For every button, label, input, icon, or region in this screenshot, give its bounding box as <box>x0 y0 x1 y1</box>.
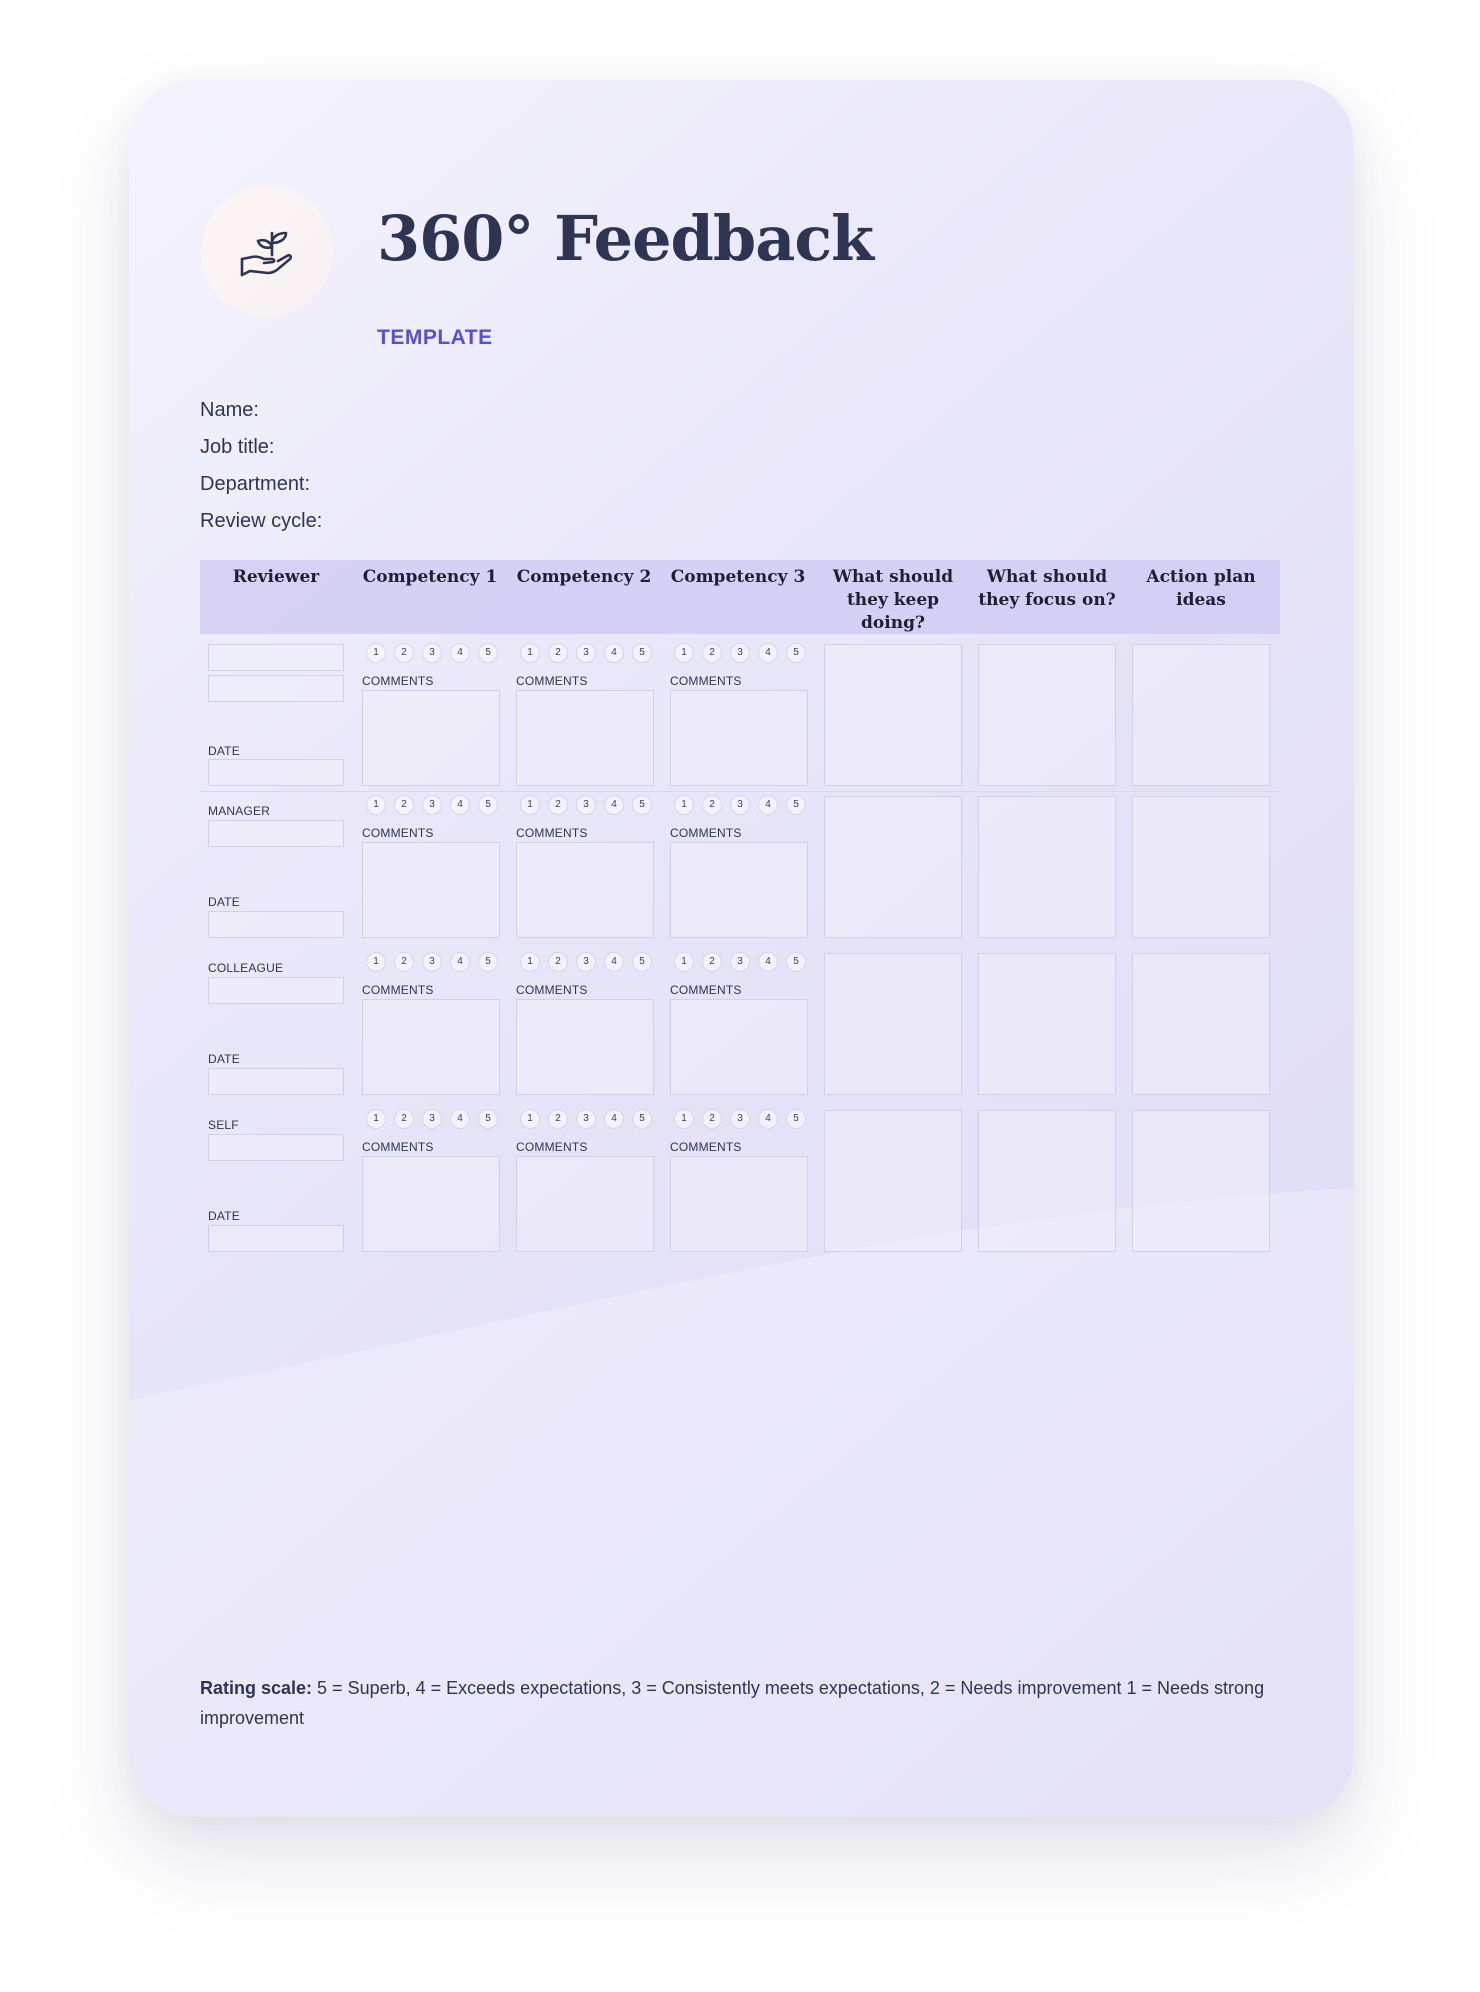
reviewer-name-input[interactable] <box>208 820 344 847</box>
table-body <box>200 634 1280 1263</box>
rating-option[interactable]: 3 <box>422 643 442 663</box>
comments-label: COMMENTS <box>670 983 742 997</box>
feedback-table <box>200 560 1280 1263</box>
rating-option[interactable]: 4 <box>758 952 778 972</box>
comments-input[interactable] <box>670 842 808 938</box>
header-action-plan: Action plan ideas <box>1146 567 1256 610</box>
action-plan-input[interactable] <box>1132 796 1270 938</box>
rating-scale-2 <box>520 795 652 815</box>
rating-option[interactable]: 1 <box>674 643 694 663</box>
header-competency-3: Competency 3 <box>670 567 806 587</box>
focus-on-input[interactable] <box>978 1110 1116 1252</box>
table-row <box>200 792 1280 949</box>
rating-scale-label: Rating scale: <box>200 1678 313 1698</box>
rating-scale-3 <box>674 952 806 972</box>
reviewer-role-input[interactable] <box>208 675 344 702</box>
rating-scale-3 <box>674 795 806 815</box>
rating-scale-2 <box>520 952 652 972</box>
comments-label: COMMENTS <box>362 983 434 997</box>
rating-option[interactable]: 3 <box>422 1109 442 1129</box>
rating-option[interactable]: 4 <box>450 952 470 972</box>
rating-option[interactable]: 1 <box>366 795 386 815</box>
rating-option[interactable]: 1 <box>674 795 694 815</box>
rating-option[interactable]: 3 <box>422 795 442 815</box>
rating-option[interactable]: 1 <box>674 952 694 972</box>
department-field-label: Department: <box>200 473 311 495</box>
rating-option[interactable]: 4 <box>450 1109 470 1129</box>
date-label: DATE <box>208 1052 240 1066</box>
comments-input[interactable] <box>362 1156 500 1252</box>
header-competency-1: Competency 1 <box>362 567 498 587</box>
name-field-label: Name: <box>200 399 259 421</box>
keep-doing-input[interactable] <box>824 1110 962 1252</box>
rating-scale-text: 5 = Superb, 4 = Exceeds expectations, 3 = Consistently meets expectations, 2 = Needs improvement 1 = Needs strong improvement <box>200 1678 1265 1728</box>
rating-option[interactable]: 3 <box>576 643 596 663</box>
comments-input[interactable] <box>516 1156 654 1252</box>
rating-option[interactable]: 2 <box>394 643 414 663</box>
rating-option[interactable]: 5 <box>632 643 652 663</box>
reviewer-role-label: MANAGER <box>208 804 271 818</box>
rating-scale-3 <box>674 643 806 663</box>
date-label: DATE <box>208 895 240 909</box>
rating-option[interactable]: 5 <box>478 795 498 815</box>
rating-scale-note <box>200 1673 1280 1733</box>
comments-label: COMMENTS <box>362 826 434 840</box>
date-label: DATE <box>208 744 240 758</box>
action-plan-input[interactable] <box>1132 644 1270 786</box>
rating-option[interactable]: 2 <box>548 643 568 663</box>
table-header <box>200 560 1280 634</box>
rating-option[interactable]: 4 <box>450 643 470 663</box>
rating-option[interactable]: 4 <box>758 643 778 663</box>
reviewer-name-input[interactable] <box>208 977 344 1004</box>
rating-option[interactable]: 3 <box>576 795 596 815</box>
rating-scale-2 <box>520 1109 652 1129</box>
date-label: DATE <box>208 1209 240 1223</box>
comments-label: COMMENTS <box>516 674 588 688</box>
rating-option[interactable]: 1 <box>366 1109 386 1129</box>
header-competency-2: Competency 2 <box>516 567 652 587</box>
rating-option[interactable]: 3 <box>730 643 750 663</box>
rating-option[interactable]: 4 <box>450 795 470 815</box>
rating-option[interactable]: 2 <box>394 795 414 815</box>
reviewer-role-label: SELF <box>208 1118 239 1132</box>
rating-option[interactable]: 5 <box>786 952 806 972</box>
rating-option[interactable]: 4 <box>758 1109 778 1129</box>
comments-input[interactable] <box>516 842 654 938</box>
header-keep-doing: What should they keep doing? <box>832 567 954 633</box>
action-plan-input[interactable] <box>1132 1110 1270 1252</box>
rating-option[interactable]: 5 <box>478 1109 498 1129</box>
focus-on-input[interactable] <box>978 644 1116 786</box>
rating-option[interactable]: 3 <box>576 1109 596 1129</box>
rating-option[interactable]: 2 <box>394 1109 414 1129</box>
rating-option[interactable]: 1 <box>520 643 540 663</box>
rating-scale-1 <box>366 1109 498 1129</box>
header-focus-on: What should they focus on? <box>978 567 1116 610</box>
rating-option[interactable]: 2 <box>702 643 722 663</box>
header-reviewer: Reviewer <box>232 567 320 587</box>
table-row <box>200 634 1280 792</box>
rating-option[interactable]: 2 <box>548 952 568 972</box>
rating-option[interactable]: 2 <box>548 1109 568 1129</box>
rating-option[interactable]: 4 <box>604 1109 624 1129</box>
review-cycle-field-label: Review cycle: <box>200 510 323 532</box>
keep-doing-input[interactable] <box>824 953 962 1095</box>
comments-label: COMMENTS <box>516 826 588 840</box>
keep-doing-input[interactable] <box>824 796 962 938</box>
focus-on-input[interactable] <box>978 953 1116 1095</box>
rating-option[interactable]: 5 <box>478 952 498 972</box>
keep-doing-input[interactable] <box>824 644 962 786</box>
rating-option[interactable]: 3 <box>422 952 442 972</box>
reviewer-name-input[interactable] <box>208 644 344 671</box>
rating-option[interactable]: 2 <box>702 1109 722 1129</box>
rating-option[interactable]: 5 <box>478 643 498 663</box>
rating-option[interactable]: 2 <box>702 795 722 815</box>
comments-input[interactable] <box>362 690 500 786</box>
comments-input[interactable] <box>362 999 500 1095</box>
comments-input[interactable] <box>516 999 654 1095</box>
info-fields <box>200 392 322 540</box>
rating-option[interactable]: 3 <box>730 795 750 815</box>
rating-scale-1 <box>366 952 498 972</box>
date-input[interactable] <box>208 911 344 938</box>
plant-in-hand-icon <box>238 223 296 281</box>
rating-option[interactable]: 1 <box>366 643 386 663</box>
date-input[interactable] <box>208 1068 344 1095</box>
template-card <box>129 80 1354 1817</box>
rating-option[interactable]: 2 <box>394 952 414 972</box>
rating-option[interactable]: 5 <box>632 952 652 972</box>
comments-label: COMMENTS <box>362 1140 434 1154</box>
comments-label: COMMENTS <box>670 1140 742 1154</box>
rating-option[interactable]: 3 <box>576 952 596 972</box>
comments-input[interactable] <box>362 842 500 938</box>
reviewer-role-label: COLLEAGUE <box>208 961 284 975</box>
rating-option[interactable]: 5 <box>632 1109 652 1129</box>
comments-input[interactable] <box>670 1156 808 1252</box>
rating-option[interactable]: 4 <box>604 643 624 663</box>
rating-option[interactable]: 1 <box>366 952 386 972</box>
job-title-field-label: Job title: <box>200 436 275 458</box>
focus-on-input[interactable] <box>978 796 1116 938</box>
comments-label: COMMENTS <box>670 674 742 688</box>
date-input[interactable] <box>208 1225 344 1252</box>
comments-label: COMMENTS <box>516 983 588 997</box>
rating-option[interactable]: 5 <box>632 795 652 815</box>
comments-label: COMMENTS <box>670 826 742 840</box>
rating-option[interactable]: 3 <box>730 952 750 972</box>
date-input[interactable] <box>208 759 344 786</box>
comments-input[interactable] <box>516 690 654 786</box>
rating-option[interactable]: 5 <box>786 643 806 663</box>
rating-option[interactable]: 1 <box>674 1109 694 1129</box>
comments-input[interactable] <box>670 690 808 786</box>
rating-option[interactable]: 4 <box>604 952 624 972</box>
rating-option[interactable]: 3 <box>730 1109 750 1129</box>
reviewer-name-input[interactable] <box>208 1134 344 1161</box>
comments-input[interactable] <box>670 999 808 1095</box>
rating-option[interactable]: 2 <box>548 795 568 815</box>
rating-scale-1 <box>366 795 498 815</box>
rating-option[interactable]: 2 <box>702 952 722 972</box>
comments-label: COMMENTS <box>516 1140 588 1154</box>
rating-option[interactable]: 1 <box>520 952 540 972</box>
rating-option[interactable]: 4 <box>758 795 778 815</box>
rating-scale-3 <box>674 1109 806 1129</box>
page-title: 360° Feedback <box>377 202 874 275</box>
rating-option[interactable]: 4 <box>604 795 624 815</box>
rating-scale-1 <box>366 643 498 663</box>
comments-label: COMMENTS <box>362 674 434 688</box>
rating-scale-2 <box>520 643 652 663</box>
rating-option[interactable]: 5 <box>786 1109 806 1129</box>
rating-option[interactable]: 5 <box>786 795 806 815</box>
action-plan-input[interactable] <box>1132 953 1270 1095</box>
rating-option[interactable]: 1 <box>520 1109 540 1129</box>
page-subtitle: TEMPLATE <box>377 326 493 349</box>
table-row <box>200 949 1280 1106</box>
table-row <box>200 1106 1280 1263</box>
logo-badge <box>201 186 333 318</box>
rating-option[interactable]: 1 <box>520 795 540 815</box>
